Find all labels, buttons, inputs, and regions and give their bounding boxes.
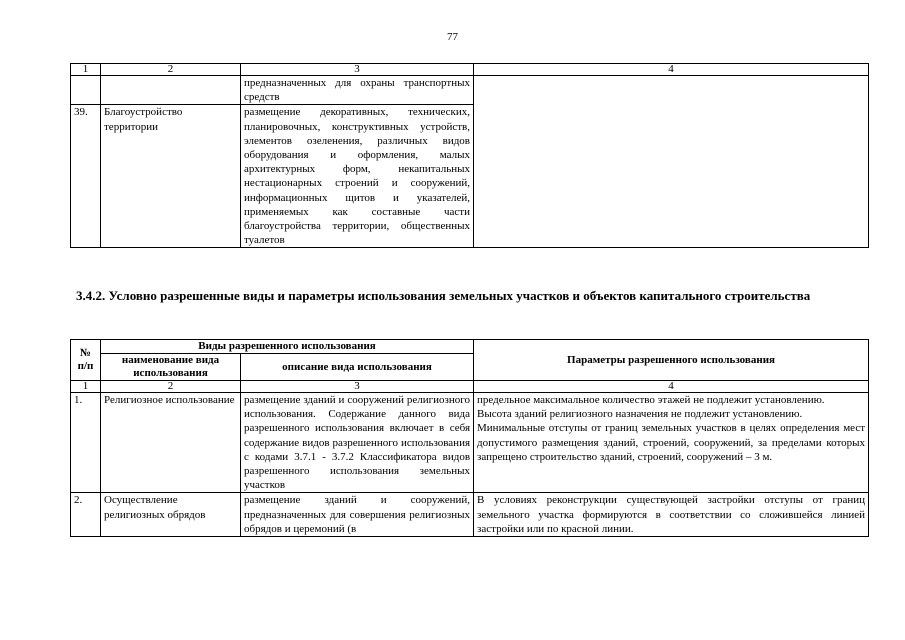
use-name: Осуществление религиозных обрядов [101,493,241,537]
use-name: Благоустройство территории [101,105,241,248]
column-header-description: описание вида использования [241,354,474,381]
column-number: 3 [241,381,474,393]
column-number: 1 [71,381,101,393]
section-number: 3.4.2. [76,288,106,303]
use-parameters [474,393,869,493]
use-description: размещение зданий и сооружений религиозного использования. Содержание данного вида разрешенного использования включает в себя содержание видов разрешенного использования с кодами 3.7.1 - 3.7.2 Классификатора видов разрешенного использования земельных участков [241,393,474,493]
section-heading [76,288,862,304]
use-name: Религиозное использование [101,393,241,493]
use-description: размещение декоративных, технических, планировочных, конструктивных устройств, элементов озеленения, различных видов оборудования и оформления, малых архитектурных форм, некапитальных нестационарных строений и сооружений, информационных щитов и указателей, применяемых как составные части благоустройства территории, общественных туалетов [241,105,474,248]
row-number: 1. [71,393,101,493]
use-parameters [474,76,869,248]
column-header-name: наименование вида использования [101,354,241,381]
column-header-number: № п/п [71,340,101,381]
column-number: 1 [71,64,101,76]
column-number: 4 [474,64,869,76]
table-row [71,76,869,105]
parameter-item: предельное максимальное количество этажей не подлежит установлению. [477,394,825,406]
column-number: 2 [101,381,241,393]
column-number: 4 [474,381,869,393]
parameter-item: Высота зданий религиозного назначения не подлежит установлению. [477,408,803,421]
table-row [71,393,869,493]
parameter-item: В условиях реконструкции существующей застройки отступы от границ земельного участка формируются в соответствии со сложившейся линией застройки или по красной линии. [477,494,866,535]
row-number: 2. [71,493,101,537]
row-number: 39. [71,105,101,248]
column-number-row [71,381,869,393]
section-title: Условно разрешенные виды и параметры использования земельных участков и объектов капитального строительства [108,288,811,303]
use-description: предназначенных для охраны транспортных средств [241,76,474,105]
permitted-uses-table-continuation [70,63,869,248]
page-number: 77 [447,31,458,43]
use-name [101,76,241,105]
row-number [71,76,101,105]
table-header-row [71,340,869,354]
column-number-row [71,64,869,76]
column-number: 2 [101,64,241,76]
column-header-parameters: Параметры разрешенного использования [474,340,869,381]
table-row [71,493,869,537]
use-description: размещение зданий и сооружений, предназначенных для совершения религиозных обрядов и церемоний (в [241,493,474,537]
column-group-header: Виды разрешенного использования [101,340,474,354]
column-number: 3 [241,64,474,76]
use-parameters [474,493,869,537]
parameter-item: Минимальные отступы от границ земельных участков в целях определения мест допустимого размещения зданий, строений, сооружений, за пределами которых запрещено строительство зданий, строений, сооружений – 3 м. [477,422,866,463]
conditional-uses-table [70,339,869,537]
